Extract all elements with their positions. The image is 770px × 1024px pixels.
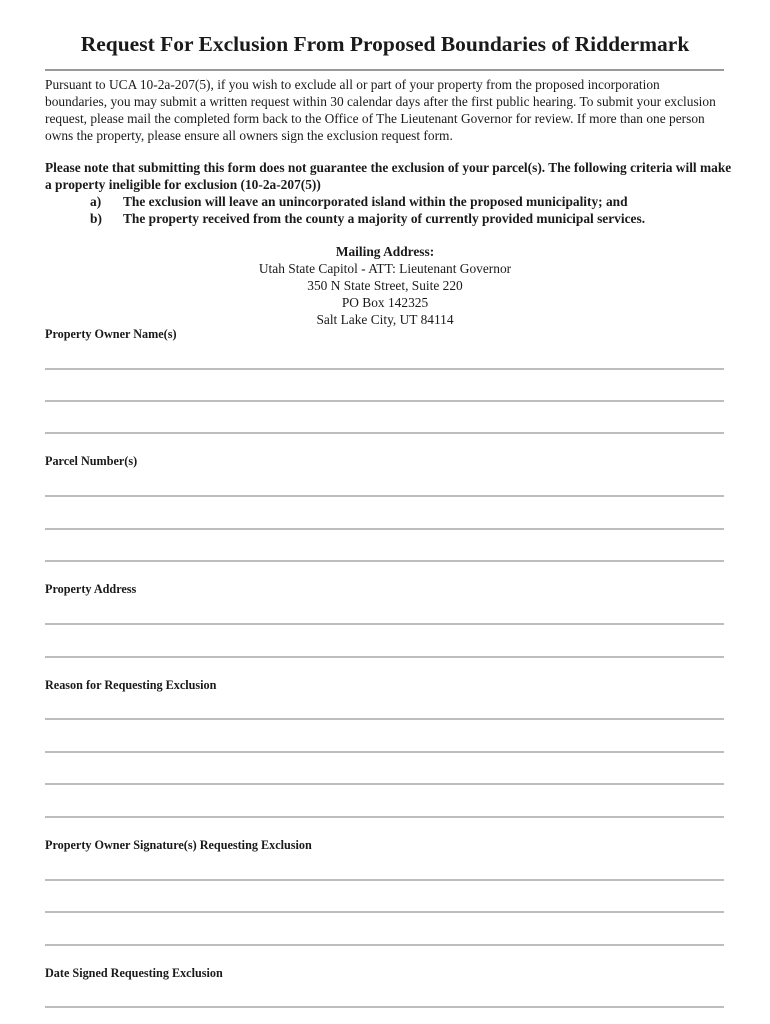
- page-title: Request For Exclusion From Proposed Boundaries of Riddermark: [80, 32, 690, 56]
- criterion-text: The exclusion will leave an unincorporated island within the proposed municipality; and: [123, 194, 628, 209]
- date-signed-label: Date Signed Requesting Exclusion: [45, 966, 223, 980]
- mailing-address-line: Salt Lake City, UT 84114: [316, 312, 454, 327]
- parcel-number-line[interactable]: [45, 560, 724, 562]
- criterion-marker: a): [90, 194, 102, 209]
- mailing-address: [0, 243, 770, 328]
- owner-name-label: Property Owner Name(s): [45, 327, 177, 341]
- reason-label: Reason for Requesting Exclusion: [45, 678, 217, 692]
- reason-line[interactable]: [45, 816, 724, 818]
- signature-line[interactable]: [45, 911, 724, 913]
- parcel-number-line[interactable]: [45, 495, 724, 497]
- signature-line[interactable]: [45, 879, 724, 881]
- property-address-line[interactable]: [45, 623, 724, 625]
- ineligibility-notice: Please note that submitting this form does not guarantee the exclusion of your parcel(s). The following criteria will make a property ineligible for exclusion (10-2a-207(5)): [45, 160, 732, 192]
- owner-name-line[interactable]: [45, 432, 724, 434]
- title-divider: [45, 69, 724, 71]
- mailing-address-heading: Mailing Address:: [335, 244, 435, 259]
- signature-line[interactable]: [45, 944, 724, 946]
- owner-name-line[interactable]: [45, 400, 724, 402]
- parcel-number-line[interactable]: [45, 528, 724, 530]
- criterion-marker: b): [90, 211, 102, 226]
- property-address-label: Property Address: [45, 582, 137, 596]
- intro-paragraph: Pursuant to UCA 10-2a-207(5), if you wish to exclude all or part of your property from the proposed incorporation boundaries, you may submit a written request within 30 calendar days after the first public hearing. To submit your exclusion request, please mail the completed form back to the Office of The Lieutenant Governor for review. If more than one person owns the property, please ensure all owners sign the exclusion request form.: [45, 77, 716, 143]
- reason-line[interactable]: [45, 783, 724, 785]
- owner-name-line[interactable]: [45, 368, 724, 370]
- mailing-address-line: 350 N State Street, Suite 220: [307, 278, 463, 293]
- date-signed-line[interactable]: [45, 1006, 724, 1008]
- criterion-text: The property received from the county a majority of currently provided municipal services.: [123, 211, 646, 226]
- parcel-number-label: Parcel Number(s): [45, 454, 138, 468]
- mailing-address-line: Utah State Capitol - ATT: Lieutenant Governor: [258, 261, 512, 276]
- signature-label: Property Owner Signature(s) Requesting Exclusion: [45, 838, 312, 852]
- reason-line[interactable]: [45, 718, 724, 720]
- mailing-address-line: PO Box 142325: [341, 295, 429, 310]
- property-address-line[interactable]: [45, 656, 724, 658]
- reason-line[interactable]: [45, 751, 724, 753]
